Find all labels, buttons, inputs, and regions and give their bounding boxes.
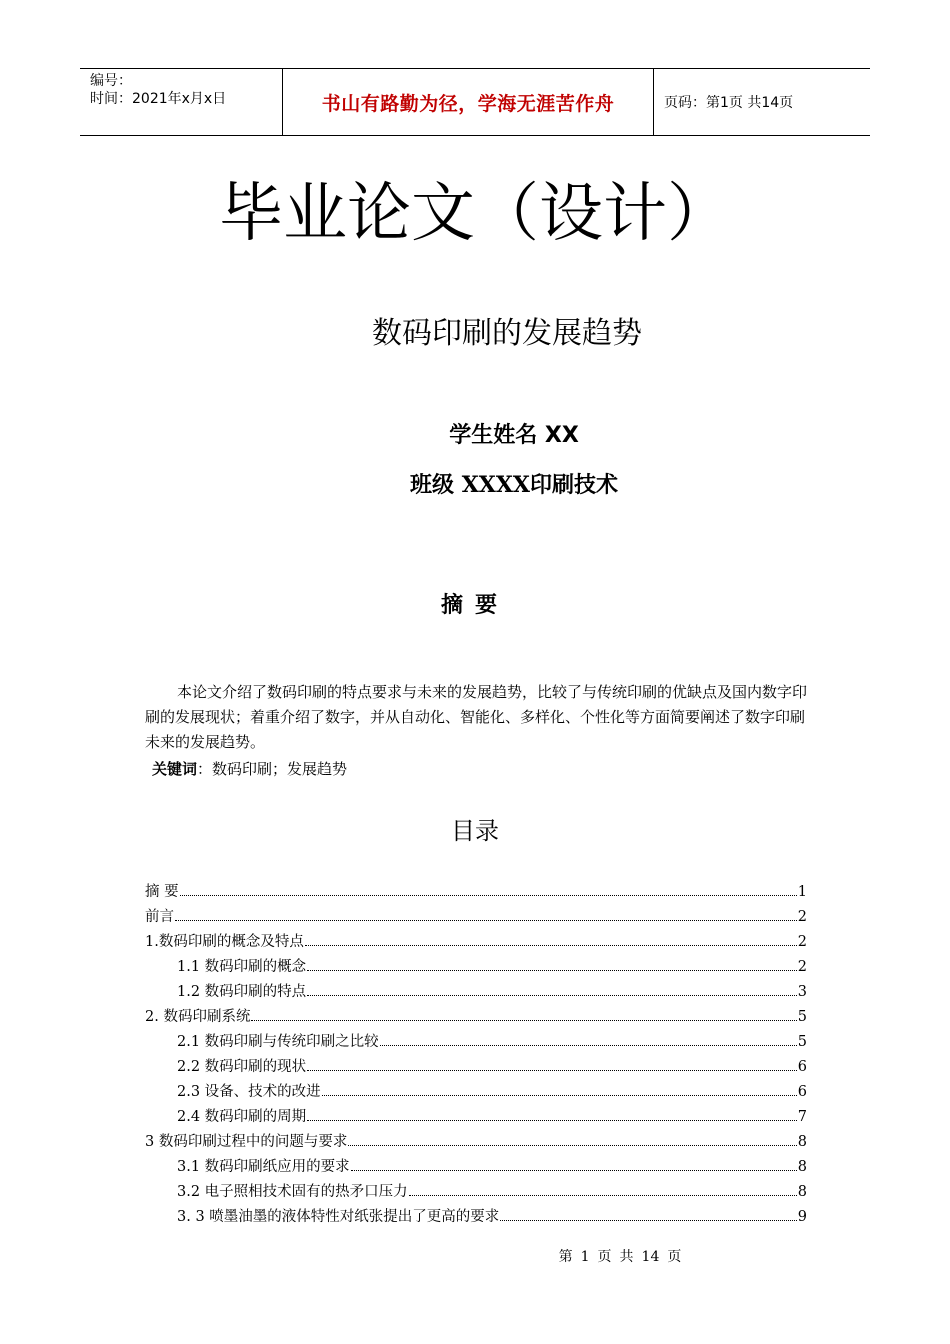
toc-entry-page: 1 [797, 884, 807, 900]
toc-leader-dots [351, 1170, 797, 1171]
keywords-label: 关键词 [152, 760, 198, 778]
toc-entry-title: 1.1 数码印刷的概念 [177, 959, 307, 975]
toc-leader-dots [348, 1145, 796, 1146]
abstract-heading: 摘要 [440, 593, 509, 618]
toc-entry-title: 3 数码印刷过程中的问题与要求 [145, 1134, 348, 1150]
toc-leader-dots [307, 1070, 797, 1071]
toc-entry-title: 2.1 数码印刷与传统印刷之比较 [177, 1034, 379, 1050]
page-footer [0, 1246, 950, 1266]
toc-entry-title: 3.2 电子照相技术固有的热矛口压力 [177, 1184, 408, 1200]
toc-leader-dots [175, 920, 797, 921]
toc-entry-page: 6 [797, 1059, 807, 1075]
toc-leader-dots [305, 945, 797, 946]
toc-entry-page: 8 [797, 1159, 807, 1175]
toc-entry[interactable] [145, 980, 807, 1005]
student-class: 班级 XXXX印刷技术 [410, 472, 618, 498]
toc-entry[interactable] [145, 1130, 807, 1155]
toc-leader-dots [322, 1095, 797, 1096]
toc-entry-title: 2.2 数码印刷的现状 [177, 1059, 307, 1075]
toc-entry-title: 2.3 设备、技术的改进 [177, 1084, 321, 1100]
toc-entry[interactable] [145, 1005, 807, 1030]
toc-entry[interactable] [145, 1155, 807, 1180]
toc-entry[interactable] [145, 905, 807, 930]
toc-entry[interactable] [145, 1180, 807, 1205]
header-meta-cell [80, 69, 282, 135]
toc-entry[interactable] [145, 1030, 807, 1055]
table-of-contents [145, 880, 807, 1230]
toc-entry-title: 3.1 数码印刷纸应用的要求 [177, 1159, 350, 1175]
header-motto: 书山有路勤为径，学海无涯苦作舟 [321, 92, 615, 115]
toc-entry-page: 3 [797, 984, 807, 1000]
header-page-cell [654, 69, 870, 135]
toc-entry-title: 前言 [145, 909, 174, 925]
keywords-text: ：数码印刷；发展趋势 [197, 760, 348, 778]
keywords-line [152, 758, 347, 780]
footer-ye-total: 页 [667, 1249, 682, 1265]
toc-entry[interactable] [145, 1205, 807, 1230]
toc-entry-page: 2 [797, 959, 807, 975]
toc-entry-title: 1.2 数码印刷的特点 [177, 984, 307, 1000]
toc-entry[interactable] [145, 1055, 807, 1080]
toc-entry-page: 8 [797, 1184, 807, 1200]
toc-entry[interactable] [145, 880, 807, 905]
student-name: 学生姓名 XX [449, 423, 579, 448]
toc-entry[interactable] [145, 955, 807, 980]
toc-leader-dots [307, 995, 797, 996]
toc-entry-page: 2 [797, 909, 807, 925]
footer-di: 第 [558, 1249, 573, 1265]
header-page-label: 页码：第1页 共14页 [664, 95, 794, 111]
toc-heading: 目录 [451, 817, 499, 845]
thesis-subtitle: 数码印刷的发展趋势 [372, 316, 642, 351]
toc-leader-dots [180, 895, 797, 896]
toc-leader-dots [251, 1020, 796, 1021]
footer-ye: 页 [597, 1249, 612, 1265]
toc-entry-page: 6 [797, 1084, 807, 1100]
footer-gong: 共 [619, 1249, 634, 1265]
header-number: 编号： [90, 73, 132, 89]
toc-entry-page: 9 [797, 1209, 807, 1225]
toc-entry-page: 5 [797, 1034, 807, 1050]
toc-entry-title: 2.4 数码印刷的周期 [177, 1109, 307, 1125]
toc-entry-page: 2 [797, 934, 807, 950]
toc-leader-dots [307, 970, 797, 971]
header-time: 时间：2021年x月x日 [90, 91, 227, 107]
document-title: 毕业论文（设计） [219, 177, 731, 251]
toc-entry-page: 7 [797, 1109, 807, 1125]
toc-entry[interactable] [145, 930, 807, 955]
toc-entry-title: 3. 3 喷墨油墨的液体特性对纸张提出了更高的要求 [177, 1209, 500, 1225]
toc-entry-title: 1.数码印刷的概念及特点 [145, 934, 304, 950]
toc-entry-title: 2. 数码印刷系统 [145, 1009, 251, 1025]
toc-entry-page: 5 [797, 1009, 807, 1025]
header-table [80, 68, 870, 136]
toc-leader-dots [500, 1220, 796, 1221]
toc-entry[interactable] [145, 1105, 807, 1130]
toc-entry[interactable] [145, 1080, 807, 1105]
header-motto-cell [282, 69, 654, 135]
footer-total-pages: 14 [641, 1249, 660, 1265]
toc-entry-title: 摘 要 [145, 884, 179, 900]
abstract-body: 本论文介绍了数码印刷的特点要求与未来的发展趋势，比较了与传统印刷的优缺点及国内数字印刷的发展现状；着重介绍了数字，并从自动化、智能化、多样化、个性化等方面简要阐述了数字印刷未来的发展趋势。 [145, 683, 808, 751]
toc-leader-dots [307, 1120, 797, 1121]
toc-entry-page: 8 [797, 1134, 807, 1150]
toc-leader-dots [380, 1045, 797, 1046]
footer-page-number: 1 [580, 1249, 590, 1265]
toc-leader-dots [409, 1195, 797, 1196]
